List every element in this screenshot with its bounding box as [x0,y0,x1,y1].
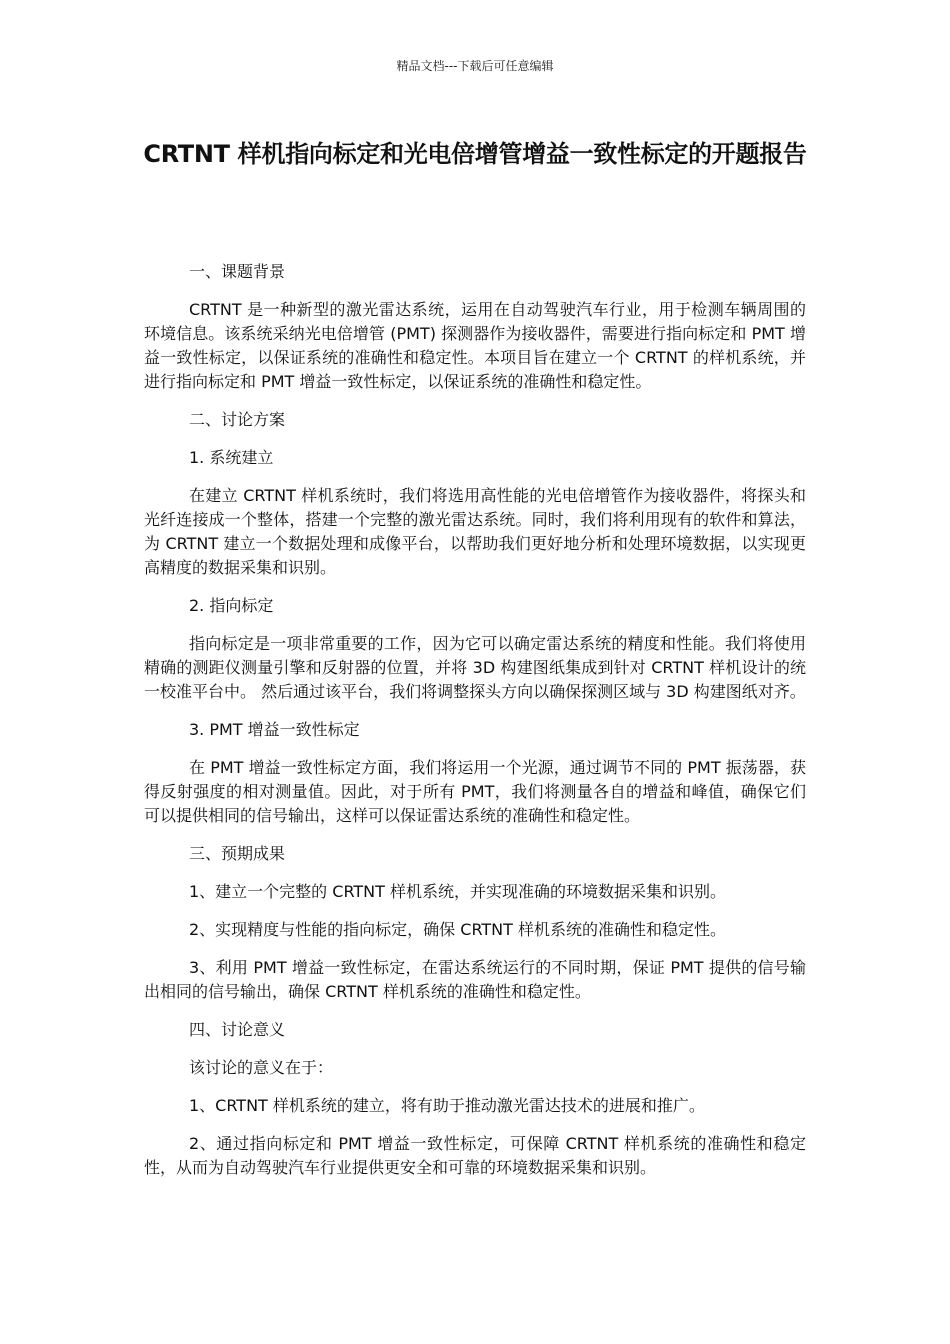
paragraph-pmt-gain: 在 PMT 增益一致性标定方面，我们将运用一个光源，通过调节不同的 PMT 振荡器，获得反射强度的相对测量值。因此，对于所有 PMT，我们将测量各自的增益和峰值，确保它们可以提供相同的信号输出，这样可以保证雷达系统的准确性和稳定性。 [144,758,806,825]
section-heading-significance: 四、讨论意义 [189,1020,286,1039]
document-body [144,260,806,1194]
document-title: CRTNT 样机指向标定和光电倍增管增益一致性标定的开题报告 [143,140,807,168]
subheading-system-setup: 1. 系统建立 [189,448,274,467]
subheading-pmt-gain: 3. PMT 增益一致性标定 [189,720,360,739]
section-heading-plan: 二、讨论方案 [189,410,286,429]
subheading-pointing-calibration: 2. 指向标定 [189,596,274,615]
paragraph-pointing-calibration: 指向标定是一项非常重要的工作，因为它可以确定雷达系统的精度和性能。我们将使用精确的测距仪测量引擎和反射器的位置，并将 3D 构建图纸集成到针对 CRTNT 样机设计的统一校准平台中。 然后通过该平台，我们将调整探头方向以确保探测区域与 3D 构建图纸对齐。 [144,634,806,701]
page-header-note: 精品文档---下载后可任意编辑 [396,59,554,73]
section-heading-background: 一、课题背景 [189,262,286,281]
list-item-result-3: 3、利用 PMT 增益一致性标定，在雷达系统运行的不同时期，保证 PMT 提供的信号输出相同的信号输出，确保 CRTNT 样机系统的准确性和稳定性。 [144,958,806,1001]
list-item-result-2: 2、实现精度与性能的指向标定，确保 CRTNT 样机系统的准确性和稳定性。 [189,920,726,939]
section-heading-expected-results: 三、预期成果 [189,844,286,863]
paragraph-significance-intro: 该讨论的意义在于： [189,1058,334,1077]
list-item-significance-2: 2、通过指向标定和 PMT 增益一致性标定，可保障 CRTNT 样机系统的准确性和稳定性，从而为自动驾驶汽车行业提供更安全和可靠的环境数据采集和识别。 [144,1134,806,1177]
list-item-result-1: 1、建立一个完整的 CRTNT 样机系统，并实现准确的环境数据采集和识别。 [189,882,726,901]
paragraph-background: CRTNT 是一种新型的激光雷达系统，运用在自动驾驶汽车行业，用于检测车辆周围的环境信息。该系统采纳光电倍增管 (PMT) 探测器作为接收器件，需要进行指向标定和 PMT 增益一致性标定，以保证系统的准确性和稳定性。本项目旨在建立一个 CRTNT 的样机系统，并进行指向标定和 PMT 增益一致性标定，以保证系统的准确性和稳定性。 [144,300,806,391]
list-item-significance-1: 1、CRTNT 样机系统的建立，将有助于推动激光雷达技术的进展和推广。 [189,1096,705,1115]
paragraph-system-setup: 在建立 CRTNT 样机系统时，我们将选用高性能的光电倍增管作为接收器件，将探头和光纤连接成一个整体，搭建一个完整的激光雷达系统。同时，我们将利用现有的软件和算法，为 CRTNT 建立一个数据处理和成像平台，以帮助我们更好地分析和处理环境数据，以实现更高精度的数据采集和识别。 [144,486,806,577]
